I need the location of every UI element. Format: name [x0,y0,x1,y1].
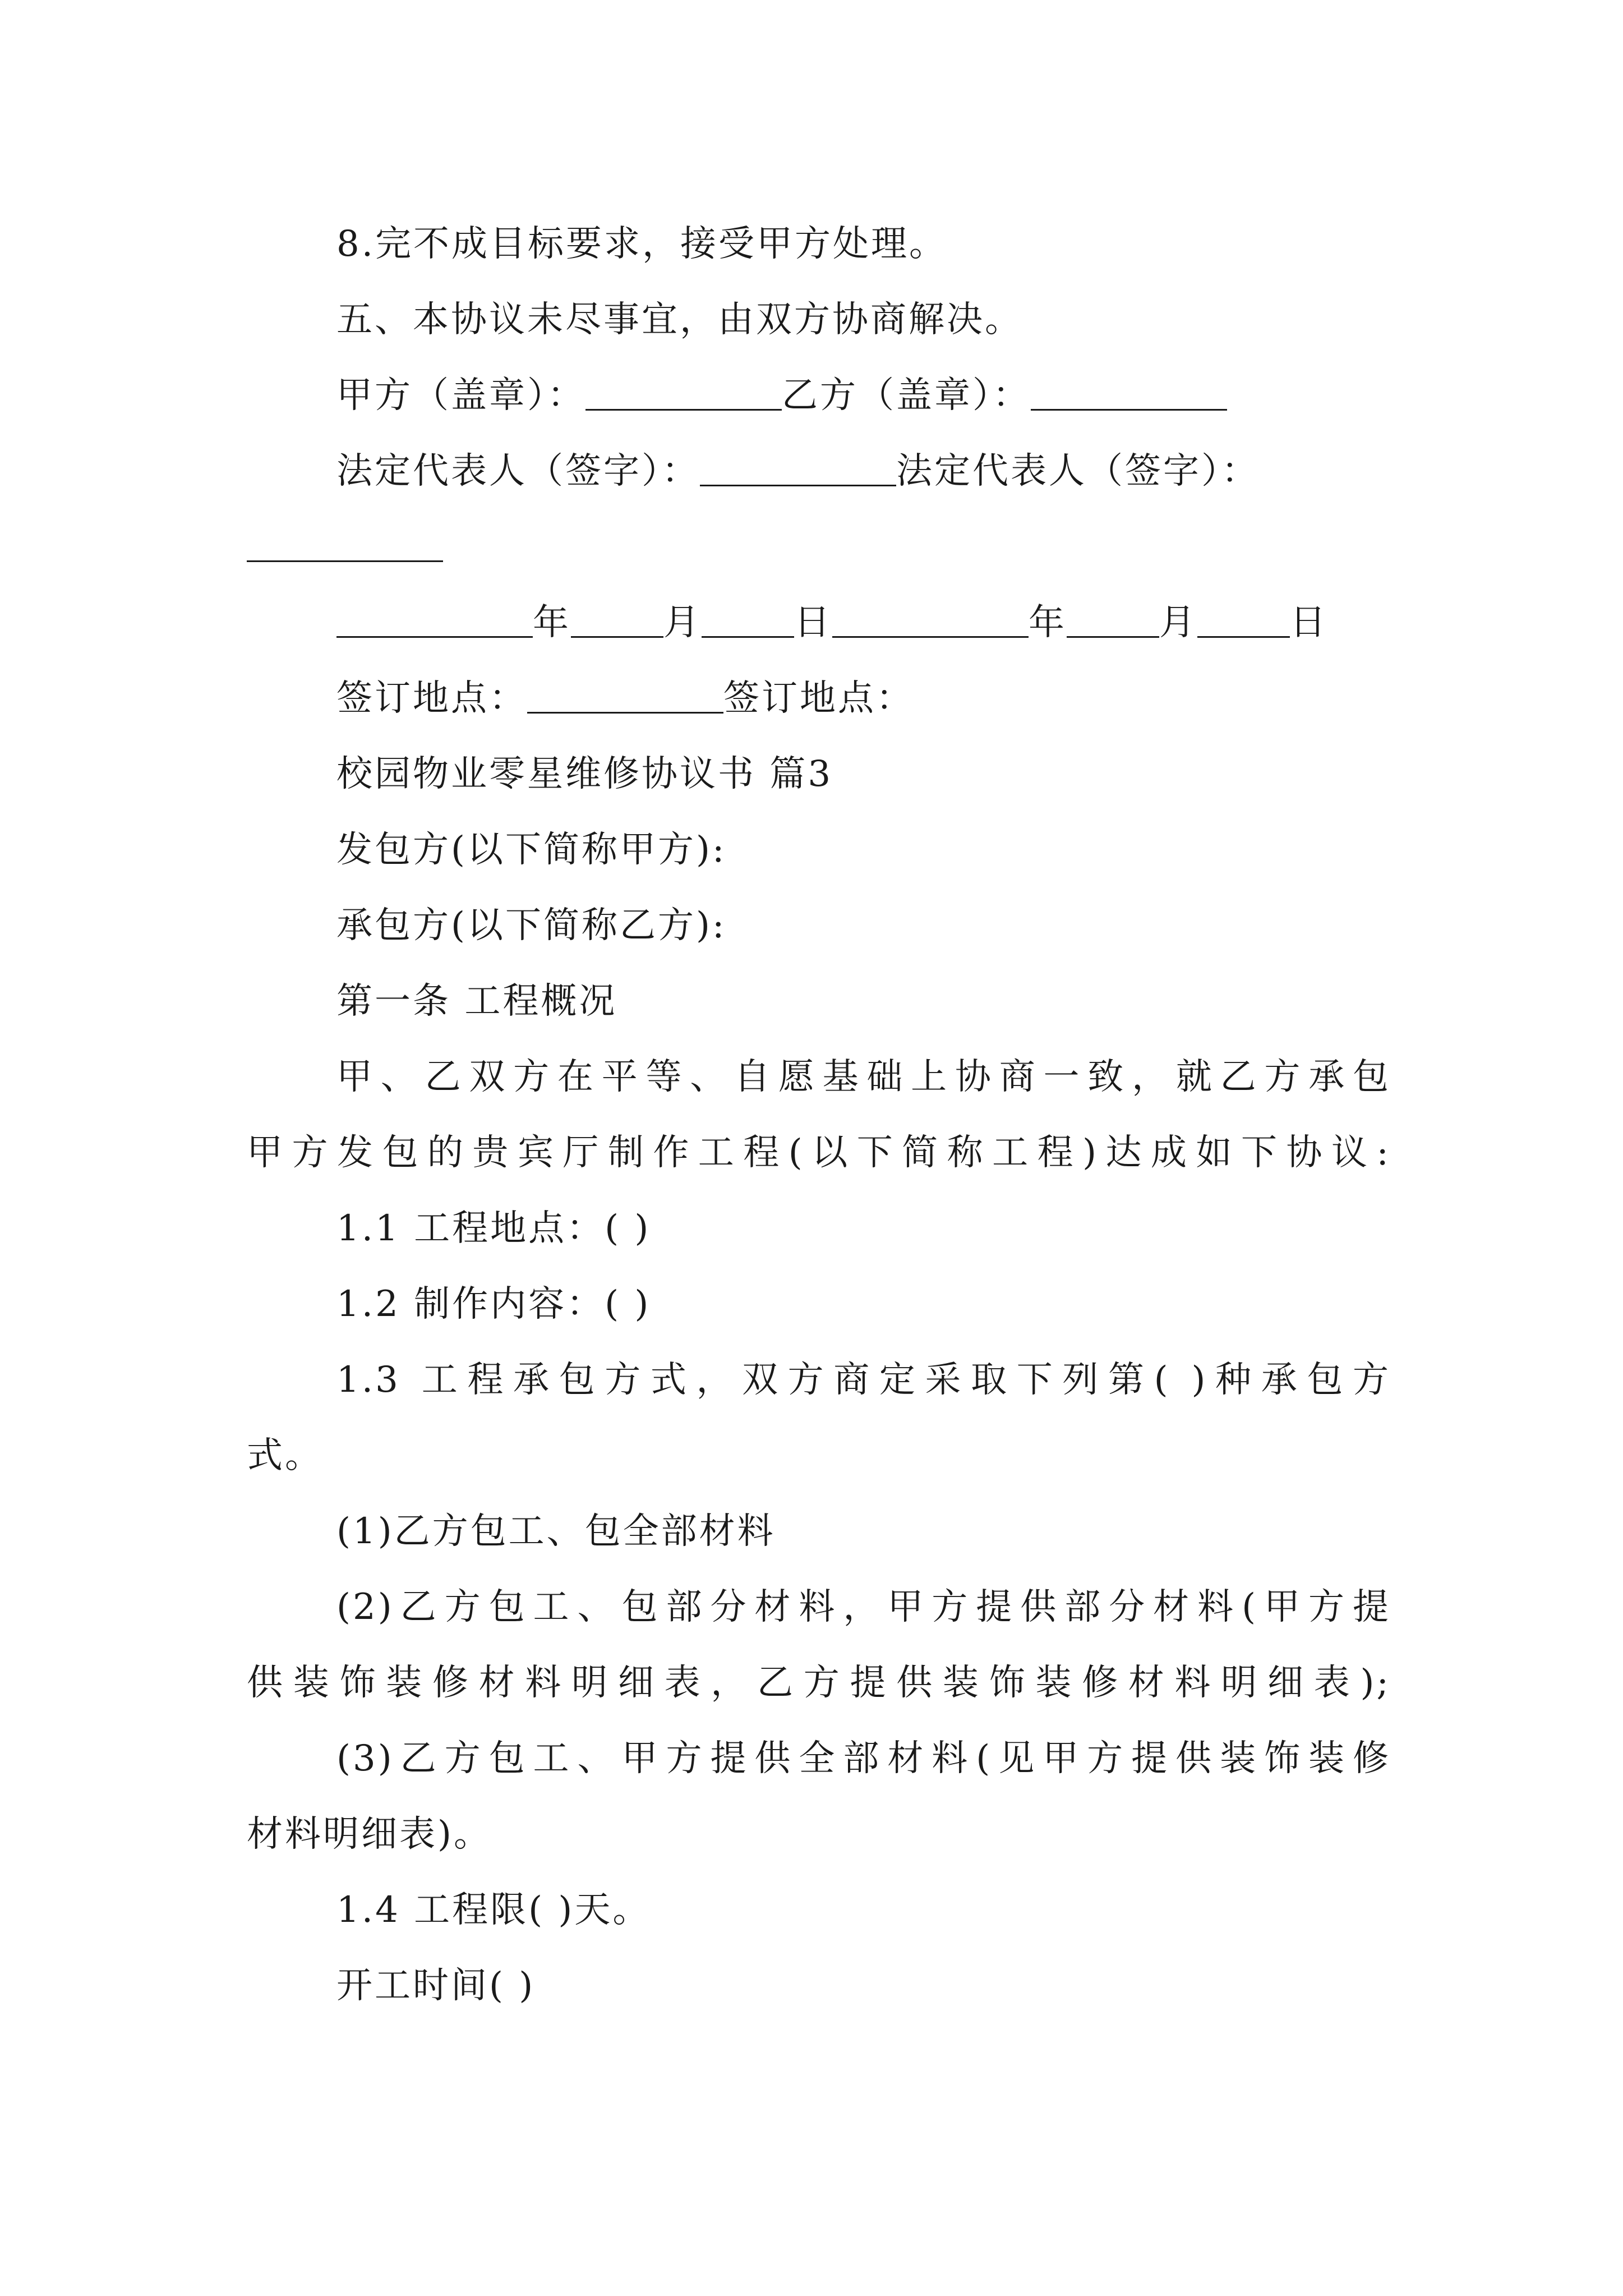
date-a-month-label: 月 [663,602,702,643]
date-a-day-label: 日 [794,602,832,643]
paragraph-1-line-2-text: 甲方发包的贵宾厅制作工程(以下简称工程)达成如下协议: [247,1132,1391,1174]
item-1-3-line-1 [336,1358,1391,1402]
item-1-4: 1.4 工程限( )天。 [336,1889,651,1931]
start-time: 开工时间( ) [336,1965,536,2007]
signing-place-row [336,676,914,721]
signing-place-a-label: 签订地点： [336,678,527,719]
option-1: (1)乙方包工、包全部材料 [336,1511,776,1552]
date-a-year-label: 年 [533,602,571,643]
paragraph-1-line-1-text: 甲、乙双方在平等、自愿基础上协商一致，就乙方承包 [336,1056,1391,1098]
date-b-day-blank [1197,600,1290,638]
date-a-year-blank [336,600,533,638]
option-2-line-1 [336,1585,1391,1630]
date-a-day-blank [702,600,794,638]
option-3-line-2: 材料明细表)。 [247,1814,492,1855]
clause-5-text: 五、本协议未尽事宜，由双方协商解决。 [336,299,1023,341]
party-b-rep-blank [247,524,443,562]
article-1-heading: 第一条 工程概况 [336,981,617,1022]
signing-place-a-blank [527,676,723,714]
date-b-year-label: 年 [1029,602,1067,643]
date-b-day-label: 日 [1290,602,1328,643]
item-1-3-line-1-text: 1.3 工程承包方式，双方商定采取下列第( )种承包方 [336,1359,1391,1401]
clause-8-text: 8.完不成目标要求，接受甲方处理。 [336,223,948,265]
option-3-line-1-text: (3)乙方包工、甲方提供全部材料(见甲方提供装饰装修 [336,1738,1391,1779]
date-b-month-label: 月 [1159,602,1197,643]
seal-signature-row [336,373,1227,418]
party-a-seal-blank [585,373,782,411]
party-b-rep-blank-row [247,524,443,569]
party-b-rep-label: 法定代表人（签字）： [896,450,1260,492]
legal-rep-row [336,449,1260,494]
signing-place-b-label: 签订地点： [723,678,914,719]
option-2-line-2-text: 供装饰装修材料明细表，乙方提供装饰装修材料明细表); [247,1662,1391,1704]
item-1-3-line-2: 式。 [247,1435,323,1476]
date-b-month-blank [1067,600,1159,638]
party-a-rep-label: 法定代表人（签字）： [336,450,700,492]
date-a-month-blank [571,600,663,638]
party-a-seal-label: 甲方（盖章）： [336,375,585,416]
date-row [336,600,1328,645]
section-title: 校园物业零星维修协议书 篇3 [336,753,833,795]
option-2-line-1-text: (2)乙方包工、包部分材料，甲方提供部分材料(甲方提 [336,1586,1391,1628]
date-b-year-blank [832,600,1029,638]
item-1-1: 1.1 工程地点：( ) [336,1208,651,1249]
option-3-line-1 [336,1736,1391,1781]
paragraph-1-line-2 [247,1130,1391,1175]
party-b-seal-blank [1031,373,1227,411]
item-1-2: 1.2 制作内容：( ) [336,1283,651,1325]
contractor-party-b: 承包方(以下简称乙方): [336,905,727,946]
contractor-party-a: 发包方(以下简称甲方): [336,829,727,871]
option-2-line-2 [247,1660,1391,1705]
party-a-rep-blank [700,449,896,486]
paragraph-1-line-1 [336,1055,1391,1099]
party-b-seal-label: 乙方（盖章）： [782,375,1031,416]
